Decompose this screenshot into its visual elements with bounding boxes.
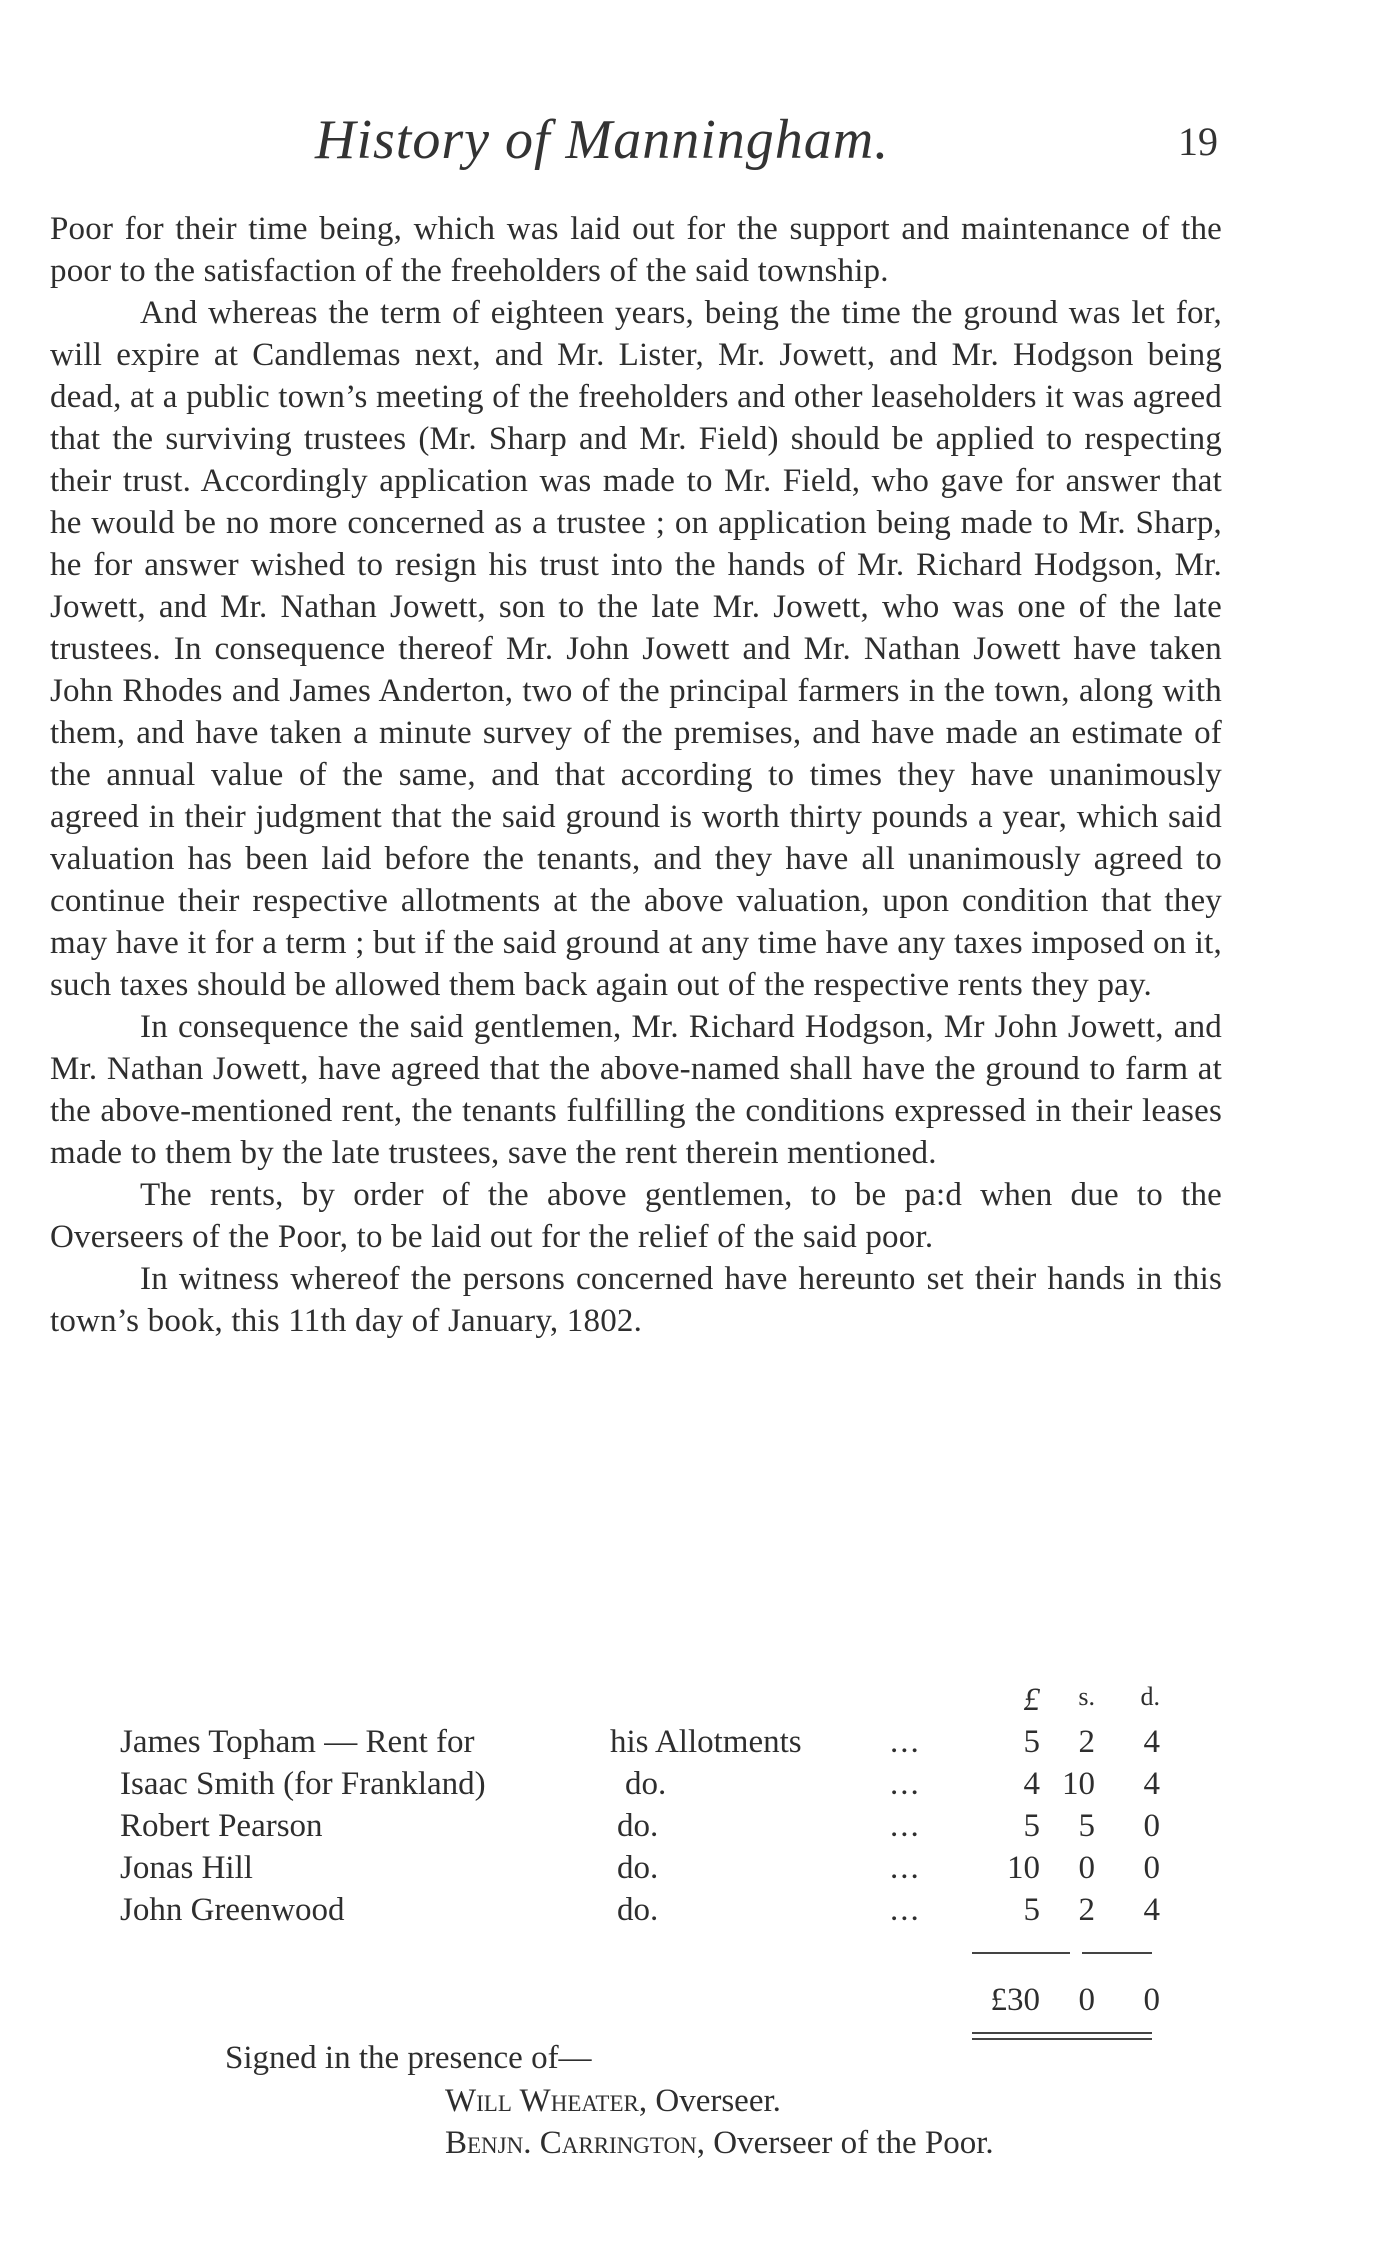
pence-header: d. [1140, 1682, 1160, 1711]
leader-dots: ... [890, 1892, 921, 1928]
leader-dots: ... [890, 1808, 921, 1844]
paragraph: And whereas the term of eighteen years, being the time the ground was let for, will expire at Candlemas next, and Mr. Lister, Mr. Jowett, and Mr. Hodgson being dead, at a public town’s meeting of the freeholders and other leaseholders it was agreed that the surviving trustees (Mr. Sharp and Mr. Field) should be applied to respecting their trust. Accordingly application was made to Mr. Field, who gave for answer that he would be no more concerned as a trustee ; on application being made to Mr. Sharp, he for answer wished to resign his trust into the hands of Mr. Richard Hodgson, Mr. Jowett, and Mr. Nathan Jowett, son to the late Mr. Jowett, who was one of the late trustees. In consequence thereof Mr. John Jowett and Mr. Nathan Jowett have taken John Rhodes and James Anderton, two of the principal farmers in the town, along with them, and have taken a minute survey of the premises, and have made an estimate of the annual value of the same, and that according to times they have unanimously agreed in their judgment that the said ground is worth thirty pounds a year, which said valuation has been laid before the tenants, and they have all unanimously agreed to continue their respective allotments at the above valuation, upon condition that they may have it for a term ; but if the said ground at any time have any taxes imposed on it, such taxes should be allowed them back again out of the respective rents they pay. [50, 295, 1222, 1003]
paragraph: The rents, by order of the above gentlemen, to be pa:d when due to the Overseers of the Poor, to be laid out for the relief of the said poor. [50, 1177, 1222, 1255]
signatory-role: Overseer of the Poor. [705, 2125, 994, 2161]
signatory-role: Overseer. [647, 2083, 781, 2119]
pence-value: 0 [1143, 1808, 1160, 1844]
account-row [120, 1808, 1160, 1850]
tenant-name: James Topham — Rent for [120, 1724, 475, 1760]
signature-line [445, 2083, 781, 2120]
accounts-header-row [120, 1682, 1160, 1724]
pounds-value: 5 [1023, 1892, 1040, 1928]
total-double-rule [972, 2038, 1152, 2040]
allotment-label: do. [625, 1766, 667, 1802]
account-row [120, 1766, 1160, 1808]
rent-accounts-table [120, 1682, 1160, 2018]
allotment-label: do. [617, 1850, 659, 1886]
paragraph: Poor for their time being, which was laid out for the support and maintenance of the poor to the satisfaction of the freeholders of the said township. [50, 211, 1222, 289]
page-number: 19 [1178, 119, 1218, 164]
pence-value: 4 [1143, 1766, 1160, 1802]
pounds-value: 5 [1023, 1808, 1040, 1844]
leader-dots: ... [890, 1724, 921, 1760]
total-pence: 0 [1143, 1982, 1160, 2018]
tenant-name: Robert Pearson [120, 1808, 323, 1844]
subtotal-rule [972, 1952, 1070, 1954]
paragraph: In consequence the said gentlemen, Mr. Richard Hodgson, Mr John Jowett, and Mr. Nathan Jowett, have agreed that the above-named shall have the ground to farm at the above-mentioned rent, the tenants fulfilling the conditions expressed in their leases made to them by the late trustees, save the rent therein mentioned. [50, 1009, 1222, 1171]
pence-value: 4 [1143, 1892, 1160, 1928]
shillings-value: 2 [1078, 1724, 1095, 1760]
pounds-value: 4 [1023, 1766, 1040, 1802]
signed-intro: Signed in the presence of— [225, 2040, 592, 2076]
signature-line [445, 2125, 994, 2162]
allotment-label: do. [617, 1892, 659, 1928]
tenant-name: John Greenwood [120, 1892, 345, 1928]
shillings-value: 2 [1078, 1892, 1095, 1928]
tenant-name: Isaac Smith (for Frankland) [120, 1766, 486, 1802]
paragraph: In witness whereof the persons concerned have hereunto set their hands in this town’s book, this 11th day of January, 1802. [50, 1261, 1222, 1339]
pence-value: 4 [1143, 1724, 1160, 1760]
allotment-label: his Allotments [610, 1724, 802, 1760]
accounts-total-row [120, 1982, 1160, 2024]
total-shillings: 0 [1078, 1982, 1095, 2018]
account-row [120, 1724, 1160, 1766]
shillings-value: 10 [1062, 1766, 1095, 1802]
leader-dots: ... [890, 1766, 921, 1802]
account-row [120, 1892, 1160, 1934]
pence-value: 0 [1143, 1850, 1160, 1886]
signatory-name: Benjn. Carrington, [445, 2125, 706, 2161]
allotment-label: do. [617, 1808, 659, 1844]
shillings-value: 5 [1078, 1808, 1095, 1844]
account-row [120, 1850, 1160, 1892]
total-pounds: £30 [990, 1982, 1040, 2018]
leader-dots: ... [890, 1850, 921, 1886]
body-text [50, 208, 1222, 1342]
shillings-value: 0 [1078, 1850, 1095, 1886]
signatory-name: Will Wheater, [445, 2083, 648, 2119]
tenant-name: Jonas Hill [120, 1850, 253, 1886]
pounds-value: 10 [1007, 1850, 1040, 1886]
shillings-header: s. [1078, 1682, 1095, 1711]
subtotal-rule [1082, 1952, 1152, 1954]
pounds-header: £ [1023, 1682, 1040, 1718]
pounds-value: 5 [1023, 1724, 1040, 1760]
total-double-rule [972, 2032, 1152, 2034]
running-title: History of Manningham. [315, 109, 890, 171]
